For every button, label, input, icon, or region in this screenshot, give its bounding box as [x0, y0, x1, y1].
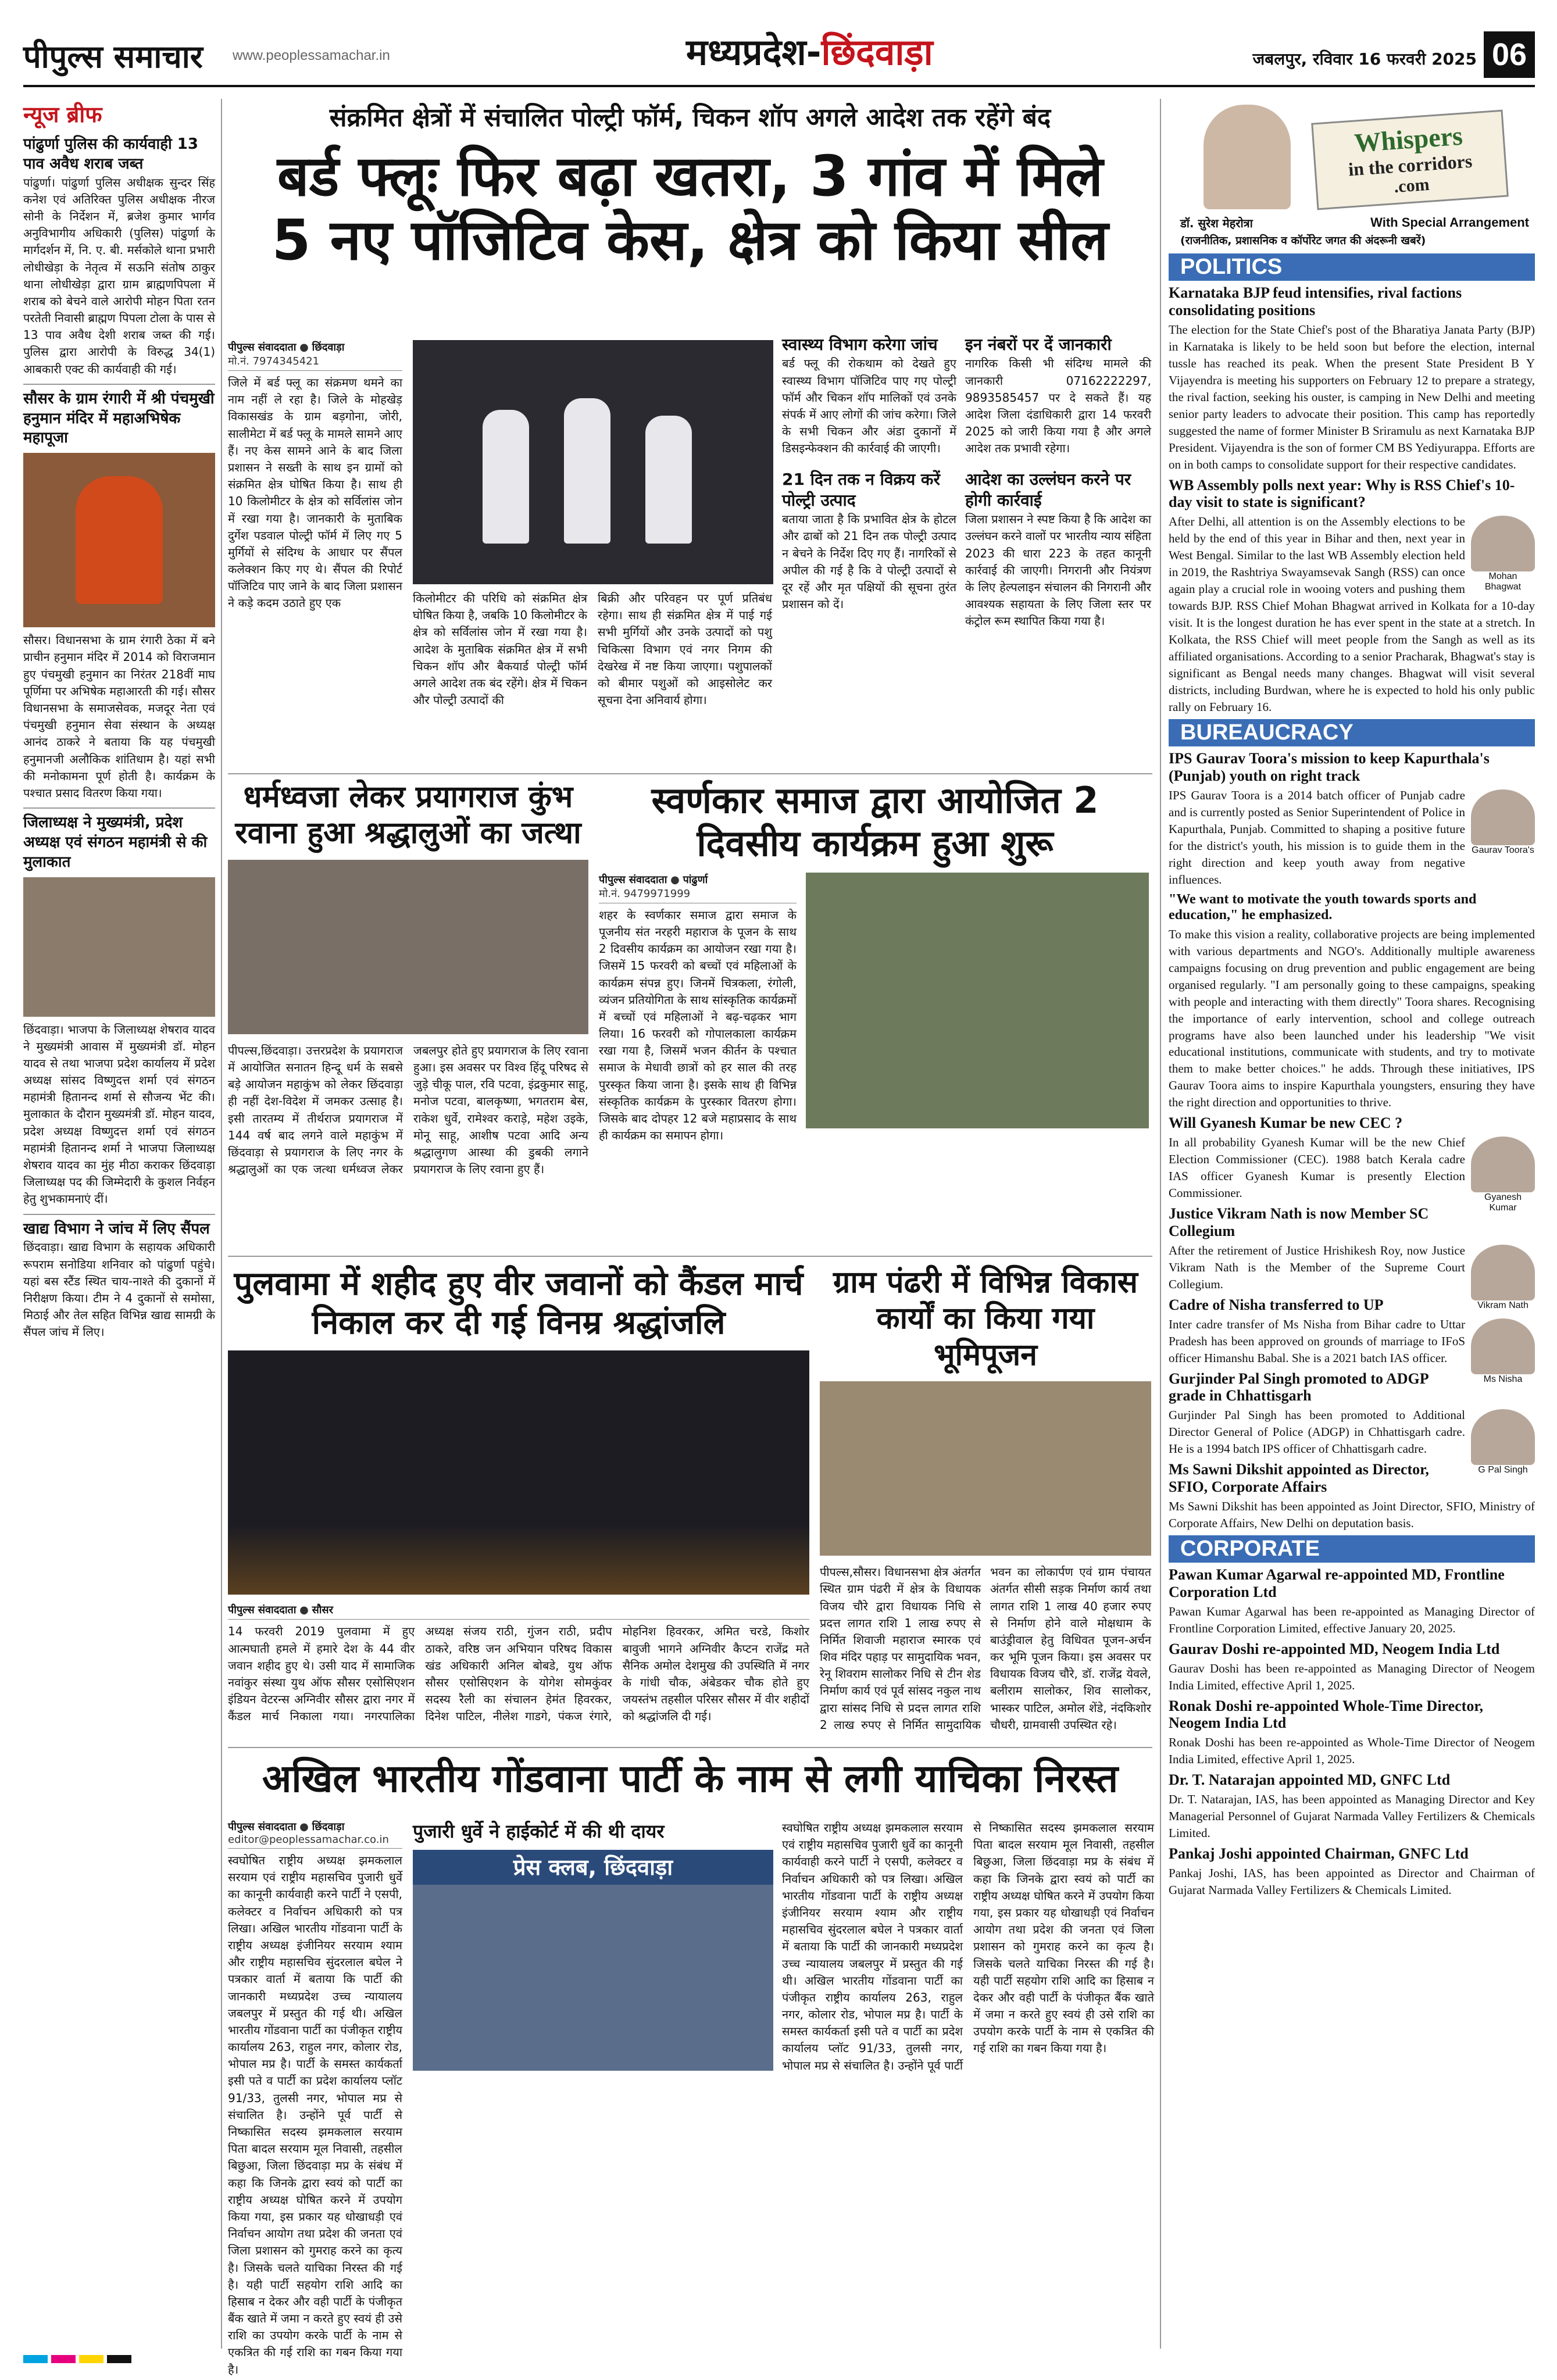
brief-headline: सौसर के ग्राम रंगारी में श्री पंचमुखी हनुमान मंदिर में महाअभिषेक महापूजा	[23, 384, 215, 448]
ppe-team-photo	[413, 340, 773, 584]
reg-mark-magenta	[51, 2355, 76, 2363]
bhumipujan-text: पीपल्स,सौसर। विधानसभा क्षेत्र अंतर्गत स्थित ग्राम पंढरी में क्षेत्र के विधायक विजय चौरे द्वारा विधायक निधि से प्रदत्त लागत राशि 1 लाख रुपए से निर्मित शिवाजी महाराज स्मारक एवं शिव मंदिर पहाड़ पर सामुदायिक भवन, रेनू शिवराम सालोकर निधि से टीन शेड निर्माण कार्य एवं पूर्व सांसद नकुल नाथ द्वारा सांसद निधि से प्रदत्त लागत राशि 2 लाख रुपए से निर्मित सामुदायिक भवन का लोकार्पण एवं ग्राम पंचायत अंतर्गत सीसी सड़क निर्माण कार्य तथा लागत राशि 1 लाख 40 हजार रुपए से निर्माण होने वाले मोक्षधाम के बाउंड्रीवाल हेतु विधिवत पूजन-अर्चन कर भूमि पूजन किया। इस अवसर पर विधायक विजय चौरे, डॉ. राजेंद्र येवले, बलीराम सालोकर, शिव सालोकर, भास्कर पाटिल, अमोल शेंडे, नंदकिशोर चौधरी, ग्रामवासी उपस्थित रहे।	[820, 1565, 1151, 1732]
politics-text: After Delhi, all attention is on the Assembly elections to be held by the end of this year in Bihar and then, next year in West Bengal. Similar to the last WB Assembly election held in 2019, the Rashtriya Swayamsevak Sangh (RSS) can once again play a crucial role in wooing voters and pushing them towards BJP. RSS Chief Mohan Bhagwat arrived in Kolkata for a 10-day visit. It is the longest duration he has ever spent in the state at a stretch. In Kolkata, the RSS Chief will meet people from the Sangh as well as its affiliated organisations. According to a senior Pracharak, Bhagwat's stay is significant as Bengal needs many changes. Bhagwat will visit several districts, including Burdwan, where he is expected to hold his only public rally on February 16.	[1169, 514, 1535, 714]
swarnkar-text: शहर के स्वर्णकार समाज द्वारा समाज के पूजनीय संत नरहरी महाराज के पूजन के साथ 2 दिवसीय कार्यक्रम का आयोजन रखा गया है। जिसमें 15 फरवरी को बच्चों एवं महिलाओं के कार्यक्रम संपन्न हुए। जिनमें चित्रकला, रंगोली, व्यंजन प्रतियोगिता के साथ सांस्कृतिक कार्यक्रमों में बच्चों एवं महिलाओं ने बढ़-चढ़कर भाग लिया। 16 फरवरी को गोपालकाला कार्यक्रम रखा गया है, जिसमें भजन कीर्तन के पश्चात समाज के मेधावी छात्रों को हर साल की तरह पुरस्कृत किया जाना है। इसके साथ ही विभिन्न संस्कृतिक कार्यक्रम के पुरस्कार वितरण होगा। जिसके बाद दोपहर 12 बजे महाप्रसाद के साथ ही कार्यक्रम का समापन होगा।	[599, 907, 797, 1143]
corporate-headline: Pankaj Joshi appointed Chairman, GNFC Ltd	[1169, 1845, 1469, 1863]
lead-text: जिले में बर्ड फ्लू का संक्रमण थमने का नाम नहीं ले रहा है। जिले के मोहखेड़ विकासखंड के ग्राम बड़गोना, जोरी, सालीमेटा में बर्ड फ्लू के मामले सामने आए हैं। नए केस सामने आने के बाद जिला प्रशासन ने सख्ती के साथ इन ग्रामों को संक्रमित क्षेत्र घोषित किया है। साथ ही 10 किलोमीटर के क्षेत्र को सर्विलांस जोन में रखा गया है। जानकारी के मुताबिक दुर्गेश पडवाल पोल्ट्री फॉर्म में लिए गए 5 मुर्गियों से संदिग्ध के आधार पर सैंपल कलेक्शन किए गए थे। सैंपल की रिपोर्ट पॉजिटिव पाए जाने के बाद जिला प्रशासन ने कड़े कदम उठाते हुए एक	[228, 376, 402, 610]
gondwana-headline: अखिल भारतीय गोंडवाना पार्टी के नाम से लगी याचिका निरस्त	[262, 1756, 1119, 1801]
section-divider	[228, 773, 1152, 774]
reg-mark-black	[107, 2355, 131, 2363]
gondwana-photo-block	[413, 1820, 773, 2349]
author-portrait	[1204, 105, 1291, 209]
corporate-text: Pankaj Joshi, IAS, has been appointed as Director and Chairman of Gujarat Narmada Valley Fertilizers & Chemicals Limited.	[1169, 1866, 1535, 1897]
politics-headline: Karnataka BJP feud intensifies, rival factions consolidating positions	[1169, 284, 1462, 319]
pulwama-byline: पीपुल्स संवाददाता ● सौसर	[228, 1603, 809, 1620]
press-club-photo	[413, 1850, 773, 2071]
corporate-text: Dr. T. Natarajan, IAS, has been appointed as Managing Director and Key Managerial Personnel of Gujarat Narmada Valley Fertilizers & Chemicals Limited.	[1169, 1792, 1535, 1841]
sidebar-head: आदेश का उल्लंघन करने पर होगी कार्रवाई	[965, 469, 1131, 510]
corporate-text: Pawan Kumar Agarwal has been re-appointed as Managing Director of Frontline Corporation Limited, effective January 20, 2025.	[1169, 1604, 1535, 1635]
section-divider	[228, 1256, 1152, 1257]
bureaucracy-text: Gurjinder Pal Singh has been promoted to Additional Director General of Police (ADGP) in Chhattisgarh cadre. He is a 1994 batch IPS officer of Chhattisgarh cadre.	[1169, 1408, 1465, 1456]
sidebar-text: नागरिक किसी भी संदिग्ध मामले की जानकारी 07162222297, 9893585457 पर दे सकते हैं। यह आदेश जिला दंडाधिकारी द्वारा 14 फरवरी 2025 को जारी किया गया है और अगले आदेश तक प्रभावी रहेगा।	[965, 356, 1151, 456]
bureaucracy-text: IPS Gaurav Toora is a 2014 batch officer of Punjab cadre and is currently posted as Senior Superintendent of Police in Kapurthala, Punjab. Committed to shaping a positive future for the district's youth, his mission is to guide them in the right direction and keep youth away from negative influences.	[1169, 788, 1465, 887]
sidebar-head: 21 दिन तक न विक्रय करें पोल्ट्री उत्पाद	[782, 469, 940, 510]
gondwana-byline: पीपुल्स संवाददाता ● छिंदवाड़ा editor@peoplessamachar.co.in	[228, 1820, 402, 1849]
pulwama-text: 14 फरवरी 2019 पुलवामा में हुए आत्मघाती हमले में हमारे देश के 44 वीर जवान शहीद हुए थे। उसी याद में सामाजिक नवांकुर संस्था युथ ऑफ सौसर एसोसिएशन इंडियन वेटरन्स अग्निवीर सौसर द्वारा नगर में कैंडल मार्च निकाला गया। नगरपालिका अध्यक्ष संजय राठी, गुंजन राठी, प्रदीप ठाकरे, वरिष्ठ जन अभियान परिषद विकास खंड अधिकारी अनिल बोबडे, युथ ऑफ सौसर एसोसिएशन के योगेश सोमकुंवर सदस्य रैली का संचालन हेमंत हिवरकर, दिनेश पाटिल, नीलेश गाडगे, पंकज रंगारे, मोहनिश हिवरकर, अमित चरडे, किशोर बावुजी भागने अग्निवीर कैप्टन राजेंद्र मते सैनिक अमोल देशमुख की उपस्थिति में नगर के गांधी चौक, अंबेडकर चौक होते हुए जयस्तंभ तहसील परिसर सौसर में वीर शहीदों को श्रद्धांजलि दी गई।	[228, 1624, 809, 1724]
candle-march-photo	[228, 1350, 809, 1595]
edition-state: मध्यप्रदेश-	[686, 31, 822, 73]
page-header	[23, 23, 1535, 87]
portrait-bhagwat: Mohan Bhagwat	[1471, 516, 1535, 592]
bureaucracy-text: In all probability Gyanesh Kumar will be the new Chief Election Commissioner (CEC). 1988 batch Kerala cadre IAS officer Gyanesh Kumar is presently Election Commissioner.	[1169, 1135, 1465, 1200]
swarnkar-byline: पीपुल्स संवाददाता ● पांढुर्णा मो.नं. 9479971999	[599, 873, 797, 903]
bureaucracy-text: Ms Sawni Dikshit has been appointed as Joint Director, SFIO, Ministry of Corporate Affairs, New Delhi on deputation basis.	[1169, 1499, 1535, 1531]
news-brief-tag: न्यूज ब्रीफ	[23, 102, 102, 127]
bhumipujan-headline: ग्राम पंढरी में विभिन्न विकास कार्यों का किया गया भूमिपूजन	[833, 1265, 1138, 1373]
brief-text: छिंदवाड़ा। भाजपा के जिलाध्यक्ष शेषराव यादव ने मुख्यमंत्री आवास में मुख्यमंत्री डॉ. मोहन यादव से तथा भाजपा प्रदेश कार्यालय में प्रदेश अध्यक्ष सांसद विष्णुदत्त शर्मा एवं संगठन महामंत्री हितानन्द शर्मा से सौजन्य भेंट की। मुलाकात के दौरान मुख्यमंत्री डॉ. मोहन यादव, प्रदेश अध्यक्ष विष्णुदत्त शर्मा एवं संगठन महामंत्री हितानन्द शर्मा ने भाजपा जिलाध्यक्ष शेषराव यादव का मुंह मीठा कराकर छिंदवाड़ा जिलाध्यक्ष पद की जिम्मेदारी के कुशल निर्वहन हेतु शुभकामनाएं दीं।	[23, 1022, 215, 1206]
kumbh-text: पीपल्स,छिंदवाड़ा। उत्तरप्रदेश के प्रयागराज में आयोजित सनातन हिन्दू धर्म के सबसे बड़े आयोजन महाकुंभ को लेकर छिंदवाड़ा ही नहीं देश-विदेश में जमकर उत्साह है। इसी तारतम्य में तीर्थराज प्रयागराज में 144 वर्ष बाद लगने वाले महाकुंभ में छिंदवाड़ा से प्रयागराज के लिए नगर के श्रद्धालुओं का एक जत्था धर्मध्वज लेकर जबलपुर होते हुए प्रयागराज के लिए रवाना हुआ। इस अवसर पर विश्व हिंदू परिषद से जुड़े चीकू पाल, रवि पटवा, इंद्रकुमार साहू, मनोज पटवा, बालकृष्णा, भगतराम बेस, राकेश धुर्वे, रामेश्वर कराड़े, महेश उइके, मोनू साहू, आशीष पटवा आदि अन्य श्रद्धालुगण आस्था की डुबकी लगाने प्रयागराज के लिए रवाना हुए हैं।	[228, 1043, 588, 1177]
bureaucracy-headline: Ms Sawni Dikshit appointed as Director, SFIO, Corporate Affairs	[1169, 1461, 1429, 1496]
brief-headline: खाद्य विभाग ने जांच में लिए सैंपल	[23, 1214, 215, 1239]
kumbh-headline: धर्मध्वजा लेकर प्रयागराज कुंभ रवाना हुआ श्रद्धालुओं का जत्था	[235, 780, 581, 851]
masthead-url[interactable]: www.peoplessamachar.in	[233, 48, 390, 63]
author-name: डॉ. सुरेश मेहरोत्रा	[1180, 216, 1253, 230]
lead-headline-line1: बर्ड फ्लूः फिर बढ़ा खतरा, 3 गांव में मिले	[277, 144, 1104, 209]
swarnkar-photo	[806, 873, 1149, 1128]
reg-mark-yellow	[79, 2355, 103, 2363]
whispers-column	[1169, 99, 1535, 2349]
reg-mark-cyan	[23, 2355, 48, 2363]
lead-sidebar-left	[782, 334, 956, 770]
politics-bar: POLITICS	[1169, 253, 1535, 281]
corporate-text: Ronak Doshi has been re-appointed as Whole-Time Director of Neogem India Limited, effective April 1, 2025.	[1169, 1735, 1535, 1767]
corporate-bar: CORPORATE	[1169, 1535, 1535, 1563]
gondwana-text: स्वघोषित राष्ट्रीय अध्यक्ष झमकलाल सरयाम एवं राष्ट्रीय महासचिव पुजारी धुर्वे का कानूनी कार्यवाही करने पार्टी ने एसपी, कलेक्टर व निर्वाचन अधिकारी को पत्र लिखा। अखिल भारतीय गोंडवाना पार्टी के राष्ट्रीय अध्यक्ष इंजीनियर सरयाम श्याम और राष्ट्रीय महासचिव सुंदरलाल बघेल ने पत्रकार वार्ता में बताया कि पार्टी की जानकारी मध्यप्रदेश उच्च न्यायालय जबलपुर में प्रस्तुत की गई थी। अखिल भारतीय गोंडवाना पार्टी का पंजीकृत राष्ट्रीय कार्यालय 263, राहुल नगर, कोलार रोड, भोपाल मप्र है। पार्टी के समस्त कार्यकर्ता इसी पते व पार्टी का प्रदेश कार्यालय प्लॉट 91/33, तुलसी नगर, भोपाल मप्र से संचालित है। उन्होंने पूर्व पार्टी से निष्कासित सदस्य झमकलाल सरयाम पिता बादल सरयाम मूल निवासी, तहसील बिछुआ, जिला छिंदवाड़ा मप्र के संबंध में कहा कि जिनके द्वारा स्वयं को पार्टी का राष्ट्रीय अध्यक्ष घोषित करने में उपयोग किया गया, इस प्रकार यह धोखाधड़ी एवं निर्वाचन आयोग तथा प्रदेश की जनता एवं जिला प्रशासन को गुमराह करने का कृत्य है। जिसके चलते याचिका निरस्त की गई है। यही पार्टी सहयोग राशि आदि का हिसाब न देकर और वही पार्टी के पंजीकृत बैंक खाते में जमा न करते हुए स्वयं ही उसे राशि का उपयोग करके पार्टी के नाम से एकत्रित की गई राशि का गबन किया गया है।	[782, 1821, 1154, 2072]
dateline: जबलपुर, रविवार 16 फरवरी 2025	[1252, 49, 1477, 69]
kumbh-group-photo	[228, 860, 588, 1034]
masthead-brand: पीपुल्स समाचार	[23, 38, 203, 75]
bureaucracy-headline: Justice Vikram Nath is now Member SC Collegium	[1169, 1205, 1429, 1239]
bureaucracy-bar: BUREAUCRACY	[1169, 719, 1535, 746]
gondwana-subhead: पुजारी धुर्वे ने हाईकोर्ट में की थी दायर	[413, 1820, 665, 1842]
kumbh-story	[228, 779, 588, 1256]
page-number: 06	[1484, 31, 1535, 78]
news-brief-column	[23, 99, 215, 2349]
sidebar-text: जिला प्रशासन ने स्पष्ट किया है कि आदेश का उल्लंघन करने वालों पर भारतीय न्याय संहिता 2023 की धारा 223 के तहत कानूनी कार्रवाई की जाएगी। निगरानी और नियंत्रण के लिए हेल्पलाइन संचालन की निगरानी और आवश्यक सहायता के लिए जिला स्तर पर कंट्रोल रूम स्थापित किया गया है।	[965, 512, 1151, 628]
brief-headline: जिलाध्यक्ष ने मुख्यमंत्री, प्रदेश अध्यक्ष एवं संगठन महामंत्री से की मुलाकात	[23, 807, 215, 872]
corporate-text: Gaurav Doshi has been re-appointed as Managing Director of Neogem India Limited, effective April 1, 2025.	[1169, 1661, 1535, 1692]
corporate-headline: Dr. T. Natarajan appointed MD, GNFC Ltd	[1169, 1771, 1451, 1789]
section-divider	[228, 1747, 1152, 1748]
bhumipujan-photo	[820, 1381, 1151, 1556]
lead-byline: पीपुल्स संवाददाता ● छिंदवाड़ा मो.नं. 7974345421	[228, 340, 402, 371]
bureaucracy-headline: IPS Gaurav Toora's mission to keep Kapurthala's (Punjab) youth on right track	[1169, 749, 1490, 784]
brief-text: छिंदवाड़ा। खाद्य विभाग के सहायक अधिकारी रूपराम सनोडिया शनिवार को पांढुर्णा पहुंचे। यहां बस स्टैंड स्थित चाय-नाश्ते की दुकानों में निरीक्षण किया। टीम ने 4 दुकानों से समोसा, मिठाई और तेल सहित विभिन्न खाद्य सामग्री के सैंपल जांच में लिए।	[23, 1240, 215, 1339]
portrait-nisha: Ms Nisha	[1471, 1318, 1535, 1385]
bureaucracy-quote: "We want to motivate the youth towards sports and education," he emphasized.	[1169, 891, 1477, 923]
swarnkar-story	[599, 779, 1151, 1256]
corporate-headline: Gaurav Doshi re-appointed MD, Neogem India Ltd	[1169, 1640, 1500, 1657]
sidebar-text: बर्ड फ्लू की रोकथाम को देखते हुए स्वास्थ्य विभाग पॉजिटिव पाए गए पोल्ट्री फॉर्म और चिकन शॉप मालिकों एवं उनके संपर्क में आए लोगों की जांच करेगा। जिले के सभी चिकन और अंडा दुकानों में डिसइन्फेक्शन की कार्रवाई की जाएगी।	[782, 356, 956, 456]
hanuman-temple-photo	[23, 453, 215, 627]
meeting-photo	[23, 877, 215, 1017]
edition-title	[686, 27, 933, 76]
swarnkar-headline: स्वर्णकार समाज द्वारा आयोजित 2 दिवसीय कार्यक्रम हुआ शुरू	[651, 779, 1099, 865]
bureaucracy-headline: Will Gyanesh Kumar be new CEC ?	[1169, 1114, 1403, 1132]
bhumipujan-story	[820, 1264, 1151, 1747]
column-divider	[1160, 99, 1161, 2349]
lead-body-col1	[228, 340, 402, 770]
whispers-tagline: (राजनीतिक, प्रशासनिक व कॉर्पोरेट जगत की अंदरूनी खबरें)	[1180, 234, 1426, 247]
arrangement-note: With Special Arrangement	[1370, 215, 1529, 230]
lead-sidebar-right	[965, 334, 1151, 770]
gondwana-col3	[782, 1820, 1154, 2349]
lead-headline-line2: 5 नए पॉजिटिव केस, क्षेत्र को किया सील	[272, 208, 1109, 273]
brief-text: सौसर। विधानसभा के ग्राम रंगारी ठेका में बने प्राचीन हनुमान मंदिर में 2014 को विराजमान हुए पंचमुखी हनुमान का निरंतर 218वीं माघ पूर्णिमा पर अभिषेक महाआरती की गई। सौसर विधानसभा के समाजसेवक, मजदूर नेता एवं पंचमुखी हनुमान सेवा संस्थान के अध्यक्ष आनंद ठाकरे ने बताया कि यह पंचमुखी हनुमानजी अलौकिक शांतिधाम है। यहां सभी की मनोकामना पूर्ण होती है। कार्यक्रम के पश्चात प्रसाद वितरण किया गया।	[23, 633, 215, 800]
edition-city: छिंदवाड़ा	[821, 31, 933, 73]
bureaucracy-text: After the retirement of Justice Hrishikesh Roy, now Justice Vikram Nath is the Member of the Supreme Court Collegium.	[1169, 1243, 1465, 1291]
press-club-banner: प्रेस क्लब, छिंदवाड़ा	[413, 1850, 773, 1885]
brief-text: पांढुर्णा। पांढुर्णा पुलिस अधीक्षक सुन्दर सिंह कनेश एवं अतिरिक्त पुलिस अधीक्षक नीरज सोनी के निर्देशन में, ब्रजेश कुमार भार्गव अनुविभागीय अधिकारी (पुलिस) पांढुर्णा के मार्गदर्शन में, नि. ए. बी. मर्सकोले थाना प्रभारी लोधीखेड़ा के नेतृत्व में सऊनि संतोष ठाकुर थाना लोधीखेड़ा द्वारा ग्राम ब्राह्मणपिपला में शराब को बेचने वाले आरोपी मोहन पिता रतन परतेती निवासी ब्राह्मण पिपला टोला के पास से 13 पाव अवैध देशी शराब जब्त की गई। पुलिस द्वारा आरोपी के विरुद्ध 34(1) आबकारी एक्ट की कार्यवाही की गई।	[23, 175, 215, 376]
portrait-gyanesh: Gyanesh Kumar	[1471, 1137, 1535, 1213]
whispers-masthead	[1169, 99, 1535, 250]
sidebar-head: इन नंबरों पर दें जानकारी	[965, 335, 1112, 354]
bureaucracy-headline: Cadre of Nisha transferred to UP	[1169, 1296, 1384, 1313]
politics-text: The election for the State Chief's post of the Bharatiya Janata Party (BJP) in Karnataka is likely to be held soon but before the election, internal tussle has reached its peak. When the present State President B Y Vijayendra is meeting his supporters on February 12 to prepare a strategy, the rival faction, seeking his ouster, is camping in New Delhi and meeting senior party leaders to advocate their position. This camp has reportedly suggested the name of former Minister B Sriramulu as next Karnataka BJP President. Vijayendra is the son of former CM BS Yediyurappa. Efforts are on in both camps to consolidate support for their respective candidates.	[1169, 322, 1535, 471]
corporate-headline: Pawan Kumar Agarwal re-appointed MD, Frontline Corporation Ltd	[1169, 1566, 1505, 1600]
pulwama-headline: पुलवामा में शहीद हुए वीर जवानों को कैंडल मार्च निकाल कर दी गई विनम्र श्रद्धांजलि	[234, 1265, 804, 1342]
portrait-vikram: Vikram Nath	[1471, 1245, 1535, 1311]
lead-text: बिक्री और परिवहन पर पूर्ण प्रतिबंध रहेगा। साथ ही संक्रमित क्षेत्र में पाई गई सभी मुर्गियों और उनके उत्पादों को पशु चिकित्सा विभाग एवं नगर निगम की देखरेख में नष्ट किया जाएगा। पशुपालकों को बीमार पशुओं को आइसोलेट कर सूचना देना अनिवार्य होगा।	[598, 591, 772, 707]
gondwana-col1	[228, 1820, 402, 2377]
corporate-headline: Ronak Doshi re-appointed Whole-Time Director, Neogem India Ltd	[1169, 1697, 1483, 1732]
pulwama-story	[228, 1264, 809, 1747]
portrait-toora: Gaurav Toora's	[1471, 789, 1535, 856]
bureaucracy-text: Inter cadre transfer of Ms Nisha from Bihar cadre to Uttar Pradesh has been approved on grounds of marriage to IFoS officer Himanshu Babal. She is a 2021 batch IAS officer.	[1169, 1317, 1465, 1365]
brief-headline: पांढुर्णा पुलिस की कार्यवाही 13 पाव अवैध शराब जब्त	[23, 135, 198, 173]
gondwana-text: स्वघोषित राष्ट्रीय अध्यक्ष झमकलाल सरयाम एवं राष्ट्रीय महासचिव पुजारी धुर्वे का कानूनी कार्यवाही करने पार्टी ने एसपी, कलेक्टर व निर्वाचन अधिकारी को पत्र लिखा। अखिल भारतीय गोंडवाना पार्टी के राष्ट्रीय अध्यक्ष इंजीनियर सरयाम श्याम और राष्ट्रीय महासचिव सुंदरलाल बघेल ने पत्रकार वार्ता में बताया कि पार्टी की जानकारी मध्यप्रदेश उच्च न्यायालय जबलपुर में प्रस्तुत की गई थी। अखिल भारतीय गोंडवाना पार्टी का पंजीकृत राष्ट्रीय कार्यालय 263, राहुल नगर, कोलार रोड, भोपाल मप्र है। पार्टी के समस्त कार्यकर्ता इसी पते व पार्टी का प्रदेश कार्यालय प्लॉट 91/33, तुलसी नगर, भोपाल मप्र से संचालित है। उन्होंने पूर्व पार्टी से निष्कासित सदस्य झमकलाल सरयाम पिता बादल सरयाम मूल निवासी, तहसील बिछुआ, जिला छिंदवाड़ा मप्र के संबंध में कहा कि जिनके द्वारा स्वयं को पार्टी का राष्ट्रीय अध्यक्ष घोषित करने में उपयोग किया गया, इस प्रकार यह धोखाधड़ी एवं निर्वाचन आयोग तथा प्रदेश की जनता एवं जिला प्रशासन को गुमराह करने का कृत्य है। जिसके चलते याचिका निरस्त की गई है। यही पार्टी सहयोग राशि आदि का हिसाब न देकर और वही पार्टी के पंजीकृत बैंक खाते में जमा न करते हुए स्वयं ही उसे राशि का उपयोग करके पार्टी के नाम से एकत्रित की गई राशि का गबन किया गया है।	[228, 1853, 402, 2377]
whispers-badge: Whispers in the corridors .com	[1311, 110, 1509, 210]
sidebar-head: स्वास्थ्य विभाग करेगा जांच	[782, 335, 938, 354]
portrait-gpal: G Pal Singh	[1471, 1409, 1535, 1475]
sidebar-text: बताया जाता है कि प्रभावित क्षेत्र के होटल और ढाबों को 21 दिन तक पोल्ट्री उत्पाद न बेचने के निर्देश दिए गए हैं। नागरिकों से अपील की गई है कि वे पोल्ट्री उत्पादों से दूर रहें और मृत पक्षियों की सूचना तुरंत प्रशासन को दें।	[782, 512, 956, 612]
column-divider	[221, 99, 222, 2349]
bureaucracy-headline: Gurjinder Pal Singh promoted to ADGP grade in Chhattisgarh	[1169, 1370, 1429, 1405]
print-registration-bar	[23, 2354, 1535, 2366]
politics-headline: WB Assembly polls next year: Why is RSS Chief's 10-day visit to state is significant?	[1169, 476, 1515, 511]
lead-kicker: संक्रमित क्षेत्रों में संचालित पोल्ट्री फॉर्म, चिकन शॉप अगले आदेश तक रहेंगे बंद	[329, 103, 1051, 133]
lead-photo-block	[413, 340, 773, 770]
bureaucracy-text: To make this vision a reality, collaborative projects are being implemented with various departments and NGO's. Additionally multiple awareness campaigns focusing on drug prevention and public engagement are being organised regularly. "I am personally going to these campaigns, speaking with people and interacting with them directly" Toora shares. Recognising the importance of early intervention, school and college outreach programs have also been launched under his leadership "We visit educational institutions, communicate with students, and try to motivate them to make better choices." he adds. Through these initiatives, IPS Gaurav Toora aims to inspire Kapurthala youngsters, ensuring they have the right direction and opportunities to thrive.	[1169, 927, 1535, 1110]
lead-text: किलोमीटर की परिधि को संक्रमित क्षेत्र घोषित किया है, जबकि 10 किलोमीटर के क्षेत्र को सर्विलांस जोन में रखा गया है। आदेश के मुताबिक संक्रमित क्षेत्र में सभी चिकन शॉप और बैकयार्ड पोल्ट्री फॉर्म अगले आदेश तक बंद रहेंगे। क्षेत्र में चिकन और पोल्ट्री उत्पादों की	[413, 591, 587, 707]
